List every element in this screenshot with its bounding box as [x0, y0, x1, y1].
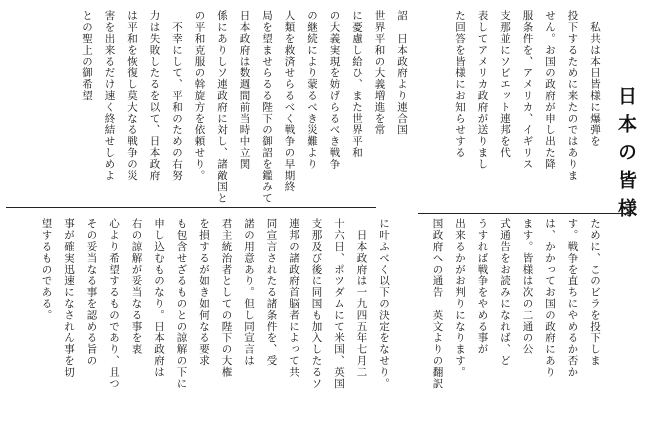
text-line: 服条件を、アメリカ、イギリス [521, 10, 534, 170]
text-line: 出来るかがお判りになります。 [454, 218, 466, 378]
text-line: 日本政府は数週間前当時中立関 [238, 10, 251, 170]
text-line: せん。お国の政府が申し出た降 [544, 10, 556, 170]
text-line: ます。皆様は次の二通の公 [521, 218, 534, 355]
upper-right-text-column [449, 10, 607, 181]
text-line: 日本政府は一九四五年七月二 [355, 218, 368, 378]
text-line: 事が確実迅速になされん事を切 [63, 218, 75, 378]
text-line: 心より希望するものであり、且つ [108, 218, 120, 389]
text-line: た回答を皆様にお知らせする [454, 10, 466, 159]
text-line: 不幸にして、平和のための右努 [171, 10, 183, 181]
text-line: 表してアメリカ政府が送りまし [476, 10, 489, 170]
text-line: 式通告をお読みになれば、ど [499, 218, 511, 367]
text-line: 望するものである。 [40, 218, 53, 321]
text-line: 投下するために来たのではありま [566, 10, 579, 181]
lower-right-text-column [426, 218, 606, 389]
text-line: の継続により蒙るべき災難より [306, 10, 318, 170]
text-line: 君主統治者としての陛下の大権 [220, 218, 233, 378]
text-line: うすれば戦争をやめる事が [476, 218, 489, 355]
text-line: 国政府への通告 英文よりの翻訳 [431, 218, 444, 389]
lower-left-text-column [35, 218, 395, 389]
text-line: 支那及び後に同国も加入したるソ [310, 218, 323, 389]
text-line: 十六日、ポツダムにて米国、英国 [333, 218, 345, 389]
text-line: ために、このビラを投下しま [589, 218, 601, 367]
leaflet-title: 日本の皆様 [615, 86, 637, 226]
text-line: 害を出来るだけ速く終結せしめよ [103, 10, 116, 181]
text-line: 係にありしソ連政府に対し、諸敵国と [216, 10, 228, 204]
text-line: との聖上の御希望 [81, 10, 93, 102]
text-line: に憂慮し給ひ、また世界平和 [351, 10, 363, 159]
divider-rule-left [6, 207, 376, 208]
text-line: 局を望ませらるる陛下の御詔を鑑みて [261, 10, 273, 204]
text-line: 連邦の諸政府首脳者によって共 [288, 218, 300, 378]
text-line: 詔 日本政府より連合国 [396, 10, 408, 136]
text-line: は、かかってお国の政府にあり [544, 218, 556, 378]
text-line: を損するが如き如何なる要求 [198, 218, 210, 367]
text-line: 力は失敗したるを以て、日本政府 [148, 10, 161, 181]
text-line: 世界平和の大義増進を常 [373, 10, 386, 136]
text-line: 諾の用意あり。但し同宣言は [243, 218, 255, 367]
text-line: 支那並にソビエット連邦を代 [499, 10, 511, 159]
text-line: 同宣言されたる諸条件を、受 [265, 218, 278, 367]
text-line: その妥当なる事を認める旨の [85, 218, 98, 367]
text-line: 右の諒解が妥当なる事を衷 [130, 218, 143, 355]
text-line: の平和克服の斡旋方を依頼せり。 [193, 10, 206, 181]
text-line: も包含せざるものとの諒解の下に [175, 218, 188, 389]
upper-left-text-column [76, 10, 414, 204]
text-line: の大義実現を妨げらるべき戦争 [328, 10, 341, 170]
text-line: 申し込むものなり。日本政府は [153, 218, 165, 378]
text-line: す。戦争を直ちにやめるか否か [566, 218, 579, 378]
text-line: に叶ふべく以下の決定をなせり。 [378, 218, 390, 389]
text-line: 私共は本日皆様に爆弾を [589, 10, 601, 147]
text-line: は平和を恢復し莫大なる戦争の災 [126, 10, 138, 181]
text-line: 人類を救済せらるべく戦争の早期終 [283, 10, 296, 193]
divider-rule-right [418, 213, 634, 214]
